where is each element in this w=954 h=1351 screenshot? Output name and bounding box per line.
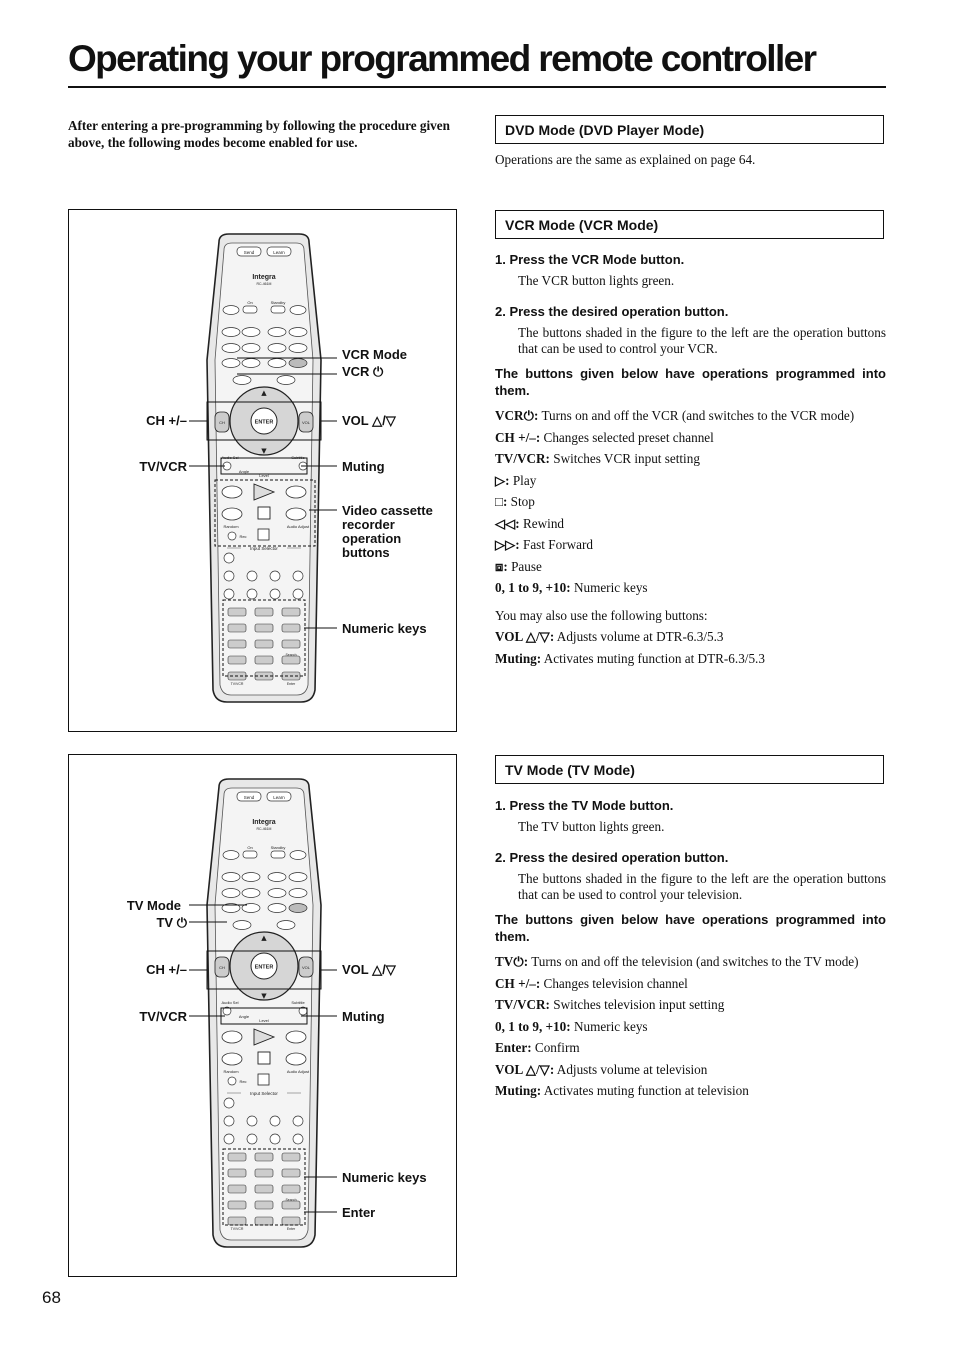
mode-button[interactable] (268, 359, 286, 368)
mode-button[interactable] (289, 904, 307, 913)
callout-numeric-keys: Numeric keys (342, 621, 427, 636)
input-button[interactable] (270, 571, 280, 581)
light-button[interactable] (290, 306, 306, 315)
up-arrow-icon: ▲ (261, 389, 267, 397)
setup-button[interactable] (277, 921, 295, 930)
page-title: Operating your programmed remote controller (68, 38, 816, 79)
input-button[interactable] (270, 1116, 280, 1126)
input-button[interactable] (293, 1116, 303, 1126)
vol-button-label: VOL (301, 420, 311, 425)
skip-forward-icon[interactable] (286, 508, 306, 520)
pause-icon: ⧈: (495, 558, 508, 574)
vcr-step-1: 1. Press the VCR Mode button. (495, 252, 685, 267)
input-button[interactable] (224, 1134, 234, 1144)
mode-button[interactable] (242, 328, 260, 337)
light-button[interactable] (290, 851, 306, 860)
numeric-key[interactable] (255, 656, 273, 664)
mode-button[interactable] (289, 359, 307, 368)
audio-adjust-label: Audio Adjust (286, 1069, 310, 1074)
vcr-step-1-note: The VCR button lights green. (518, 273, 675, 288)
input-button[interactable] (247, 1134, 257, 1144)
mode-button[interactable] (222, 873, 240, 882)
vcr-item-fast-forward: ▷▷: Fast Forward (495, 537, 593, 552)
callout-muting: Muting (342, 1009, 385, 1024)
vcr-remote-figure (68, 209, 457, 732)
brand-logo: Integra (252, 274, 276, 281)
fast-forward-icon: ▷▷: (495, 537, 520, 552)
input-button[interactable] (270, 1134, 280, 1144)
mode-button[interactable] (242, 359, 260, 368)
vcr-item-numeric: 0, 1 to 9, +10: Numeric keys (495, 580, 648, 595)
mode-button[interactable] (268, 889, 286, 898)
numeric-key[interactable] (282, 1185, 300, 1193)
on-label: On (247, 845, 253, 850)
level-label: Level (259, 1018, 269, 1023)
search-label: Search (285, 653, 297, 657)
callout-buttons: buttons (342, 545, 390, 560)
angle-label: Angle (238, 1014, 250, 1019)
callout-ch: CH +/– (146, 413, 187, 428)
callout-vcr-power: VCR ⏻ (342, 364, 384, 379)
skip-forward-icon[interactable] (286, 1053, 306, 1065)
stop-icon[interactable] (258, 507, 270, 519)
numeric-key[interactable] (255, 1185, 273, 1193)
learn-label: Learn (273, 250, 285, 255)
numeric-key[interactable] (282, 656, 300, 664)
numeric-key[interactable] (228, 640, 246, 648)
sleep-button[interactable] (223, 306, 239, 315)
input-button[interactable] (224, 1116, 234, 1126)
mode-button[interactable] (222, 359, 240, 368)
dvd-mode-text: Operations are the same as explained on page 64. (495, 152, 756, 167)
vcr-item-muting: Muting: Activates muting function at DTR-6.3/5.3 (495, 650, 765, 666)
numeric-key[interactable] (228, 608, 246, 616)
random-label: Random (223, 524, 239, 529)
input-button[interactable] (247, 571, 257, 581)
mode-button[interactable] (222, 328, 240, 337)
input-button[interactable] (270, 589, 280, 599)
display-button[interactable] (233, 376, 251, 385)
on-button[interactable] (243, 851, 257, 858)
numeric-key[interactable] (282, 1169, 300, 1177)
stop-icon: □: (495, 494, 508, 509)
numeric-key[interactable] (282, 1201, 300, 1209)
tvvcr-small-label: TV/VCR (230, 1227, 244, 1231)
tvvcr-small-label: TV/VCR (230, 682, 244, 686)
pause-icon[interactable] (258, 529, 269, 540)
pause-icon[interactable] (258, 1074, 269, 1085)
rec-label: Rec (239, 534, 247, 539)
vcr-step-2-note: The buttons shaded in the figure to the left are the operation buttons that can be used to control your VCR. (518, 325, 886, 356)
numeric-key[interactable] (282, 624, 300, 632)
numeric-key[interactable] (282, 1217, 300, 1225)
mode-button[interactable] (222, 344, 240, 353)
vcr-item-channel: CH +/–: Changes selected preset channel (495, 429, 714, 445)
vcr-mode-heading: VCR Mode (VCR Mode) (495, 210, 884, 239)
audio-sel-label: Audio Sel (221, 1000, 239, 1005)
vcr-item-volume: VOL △/▽: Adjusts volume at DTR-6.3/5.3 (495, 629, 724, 644)
play-icon: ▷: (495, 472, 510, 488)
callout-ch: CH +/– (146, 962, 187, 977)
callout-muting: Muting (342, 459, 385, 474)
rewind-icon[interactable] (222, 486, 242, 498)
vol-button-label: VOL (301, 965, 311, 970)
model-label: RC-461M (256, 282, 272, 286)
rec-button[interactable] (228, 1077, 236, 1085)
search-label: Search (285, 1198, 297, 1202)
numeric-key[interactable] (255, 624, 273, 632)
on-button[interactable] (243, 306, 257, 313)
enter-small-label: Enter (286, 1227, 296, 1231)
send-label: Send (243, 795, 255, 800)
vcr-programmed-note: The buttons given below have operations programmed into them. (495, 366, 886, 398)
random-label: Random (223, 1069, 239, 1074)
mode-button[interactable] (268, 873, 286, 882)
numeric-key[interactable] (282, 1153, 300, 1161)
mode-button[interactable] (268, 904, 286, 913)
callout-tvvcr: TV/VCR (139, 1009, 187, 1024)
standby-button[interactable] (271, 306, 285, 313)
callout-vol: VOL △/▽ (342, 962, 396, 977)
up-arrow-icon: ▲ (261, 934, 267, 942)
rec-label: Rec (239, 1079, 247, 1084)
vcr-mode-instructions (495, 252, 886, 669)
mode-button[interactable] (289, 344, 307, 353)
mode-button[interactable] (242, 344, 260, 353)
input-button[interactable] (293, 1134, 303, 1144)
tv-item-channel: CH +/–: Changes television channel (495, 975, 688, 991)
numeric-key[interactable] (282, 640, 300, 648)
vcr-item-tvvcr: TV/VCR: Switches VCR input setting (495, 451, 700, 466)
callout-vol: VOL △/▽ (342, 413, 396, 428)
callout-operation: operation (342, 531, 402, 546)
tv-mode-instructions (495, 798, 886, 1102)
input-button[interactable] (224, 571, 234, 581)
callout-tv-power: TV ⏻ (156, 915, 187, 930)
callout-video-cassette: Video cassette (342, 503, 433, 518)
brand-logo: Integra (252, 819, 276, 826)
mode-button[interactable] (222, 889, 240, 898)
tv-item-volume: VOL △/▽: Adjusts volume at television (495, 1061, 708, 1077)
callout-recorder: recorder (342, 517, 395, 532)
title-rule (68, 86, 886, 88)
numeric-key[interactable] (255, 1201, 273, 1209)
tv-item-numeric: 0, 1 to 9, +10: Numeric keys (495, 1018, 648, 1034)
ch-button-label: CH (219, 965, 225, 970)
standby-button[interactable] (271, 851, 285, 858)
input-button[interactable] (247, 1116, 257, 1126)
tv-item-muting: Muting: Activates muting function at television (495, 1083, 749, 1098)
tv-remote-figure (68, 754, 457, 1277)
vcr-item-pause: ⧈: Pause (495, 558, 542, 574)
callout-enter: Enter (342, 1205, 376, 1220)
vcr-item-power: VCR⏻: Turns on and off the VCR (and switches to the VCR mode) (495, 408, 855, 423)
sleep-button[interactable] (223, 851, 239, 860)
input-button[interactable] (224, 589, 234, 599)
tv-mode-heading: TV Mode (TV Mode) (495, 755, 884, 784)
vcr-step-2: 2. Press the desired operation button. (495, 304, 729, 319)
down-arrow-icon: ▼ (261, 447, 267, 455)
enter-small-label: Enter (286, 682, 296, 686)
dvd-mode-heading: DVD Mode (DVD Player Mode) (495, 115, 884, 144)
tv-item-enter: Enter: Confirm (495, 1040, 580, 1055)
display-button[interactable] (233, 921, 251, 930)
level-label: Level (259, 473, 269, 478)
audio-sel-label: Audio Sel (221, 455, 239, 460)
page-number: 68 (42, 1288, 61, 1307)
stop-icon[interactable] (258, 1052, 270, 1064)
model-label: RC-461M (256, 827, 272, 831)
mode-button[interactable] (289, 873, 307, 882)
learn-label: Learn (273, 795, 285, 800)
rec-button[interactable] (228, 532, 236, 540)
numeric-key[interactable] (255, 1217, 273, 1225)
enter-button-label: ENTER (254, 419, 274, 426)
setup-button[interactable] (277, 376, 295, 385)
input-selector-label: Input Selector (250, 546, 278, 551)
numeric-key[interactable] (228, 1169, 246, 1177)
on-label: On (247, 300, 253, 305)
tv-item-power: TV⏻: Turns on and off the television (and switches to the TV mode) (495, 954, 859, 969)
fast-forward-icon[interactable] (286, 486, 306, 498)
numeric-key[interactable] (255, 1169, 273, 1177)
subtitle-label: Subtitle (291, 455, 305, 460)
input-button[interactable] (293, 571, 303, 581)
callout-numeric-keys: Numeric keys (342, 1170, 427, 1185)
callout-tv-mode: TV Mode (126, 898, 181, 913)
standby-label: Standby (270, 845, 286, 850)
mode-button[interactable] (268, 328, 286, 337)
numeric-key[interactable] (228, 1153, 246, 1161)
tv-programmed-note: The buttons given below have operations programmed into them. (495, 912, 886, 944)
numeric-key[interactable] (255, 608, 273, 616)
vcr-also-note: You may also use the following buttons: (495, 607, 708, 623)
ch-button-label: CH (219, 420, 225, 425)
skip-back-icon[interactable] (222, 1053, 242, 1065)
numeric-key[interactable] (228, 1217, 246, 1225)
numeric-key[interactable] (282, 608, 300, 616)
tv-step-2: 2. Press the desired operation button. (495, 850, 729, 865)
numeric-key[interactable] (228, 624, 246, 632)
vcr-item-play: ▷: Play (495, 472, 537, 488)
mode-button[interactable] (289, 889, 307, 898)
input-selector-label: Input Selector (250, 1091, 278, 1096)
input-button[interactable] (247, 589, 257, 599)
numeric-key[interactable] (228, 1185, 246, 1193)
input-button[interactable] (224, 553, 234, 563)
callout-vcr-mode: VCR Mode (342, 347, 407, 362)
subtitle-label: Subtitle (291, 1000, 305, 1005)
tv-step-1: 1. Press the TV Mode button. (495, 798, 674, 813)
tv-step-1-note: The TV button lights green. (518, 819, 665, 834)
input-button[interactable] (224, 1098, 234, 1108)
tv-step-2-note: The buttons shaded in the figure to the left are the operation buttons that can be used to control your television. (518, 871, 886, 902)
standby-label: Standby (270, 300, 286, 305)
mode-button[interactable] (289, 328, 307, 337)
skip-back-icon[interactable] (222, 508, 242, 520)
vcr-item-rewind: ◁◁: Rewind (495, 515, 565, 531)
down-arrow-icon: ▼ (261, 992, 267, 1000)
mode-button[interactable] (242, 873, 260, 882)
audio-adjust-label: Audio Adjust (286, 524, 310, 529)
mode-button[interactable] (242, 889, 260, 898)
intro-text: After entering a pre-programming by following the procedure given above, the following modes become enabled for use. (68, 118, 450, 150)
fast-forward-icon[interactable] (286, 1031, 306, 1043)
rewind-icon[interactable] (222, 1031, 242, 1043)
angle-label: Angle (238, 469, 250, 474)
vcr-item-stop: □: Stop (495, 494, 535, 509)
mode-button[interactable] (268, 344, 286, 353)
numeric-key[interactable] (255, 1153, 273, 1161)
numeric-key[interactable] (228, 656, 246, 664)
numeric-key[interactable] (228, 1201, 246, 1209)
numeric-key[interactable] (255, 640, 273, 648)
input-button[interactable] (293, 589, 303, 599)
callout-tvvcr: TV/VCR (139, 459, 187, 474)
tv-item-tvvcr: TV/VCR: Switches television input setting (495, 997, 725, 1012)
send-label: Send (243, 250, 255, 255)
enter-button-label: ENTER (254, 964, 274, 971)
rewind-icon: ◁◁: (495, 515, 520, 531)
